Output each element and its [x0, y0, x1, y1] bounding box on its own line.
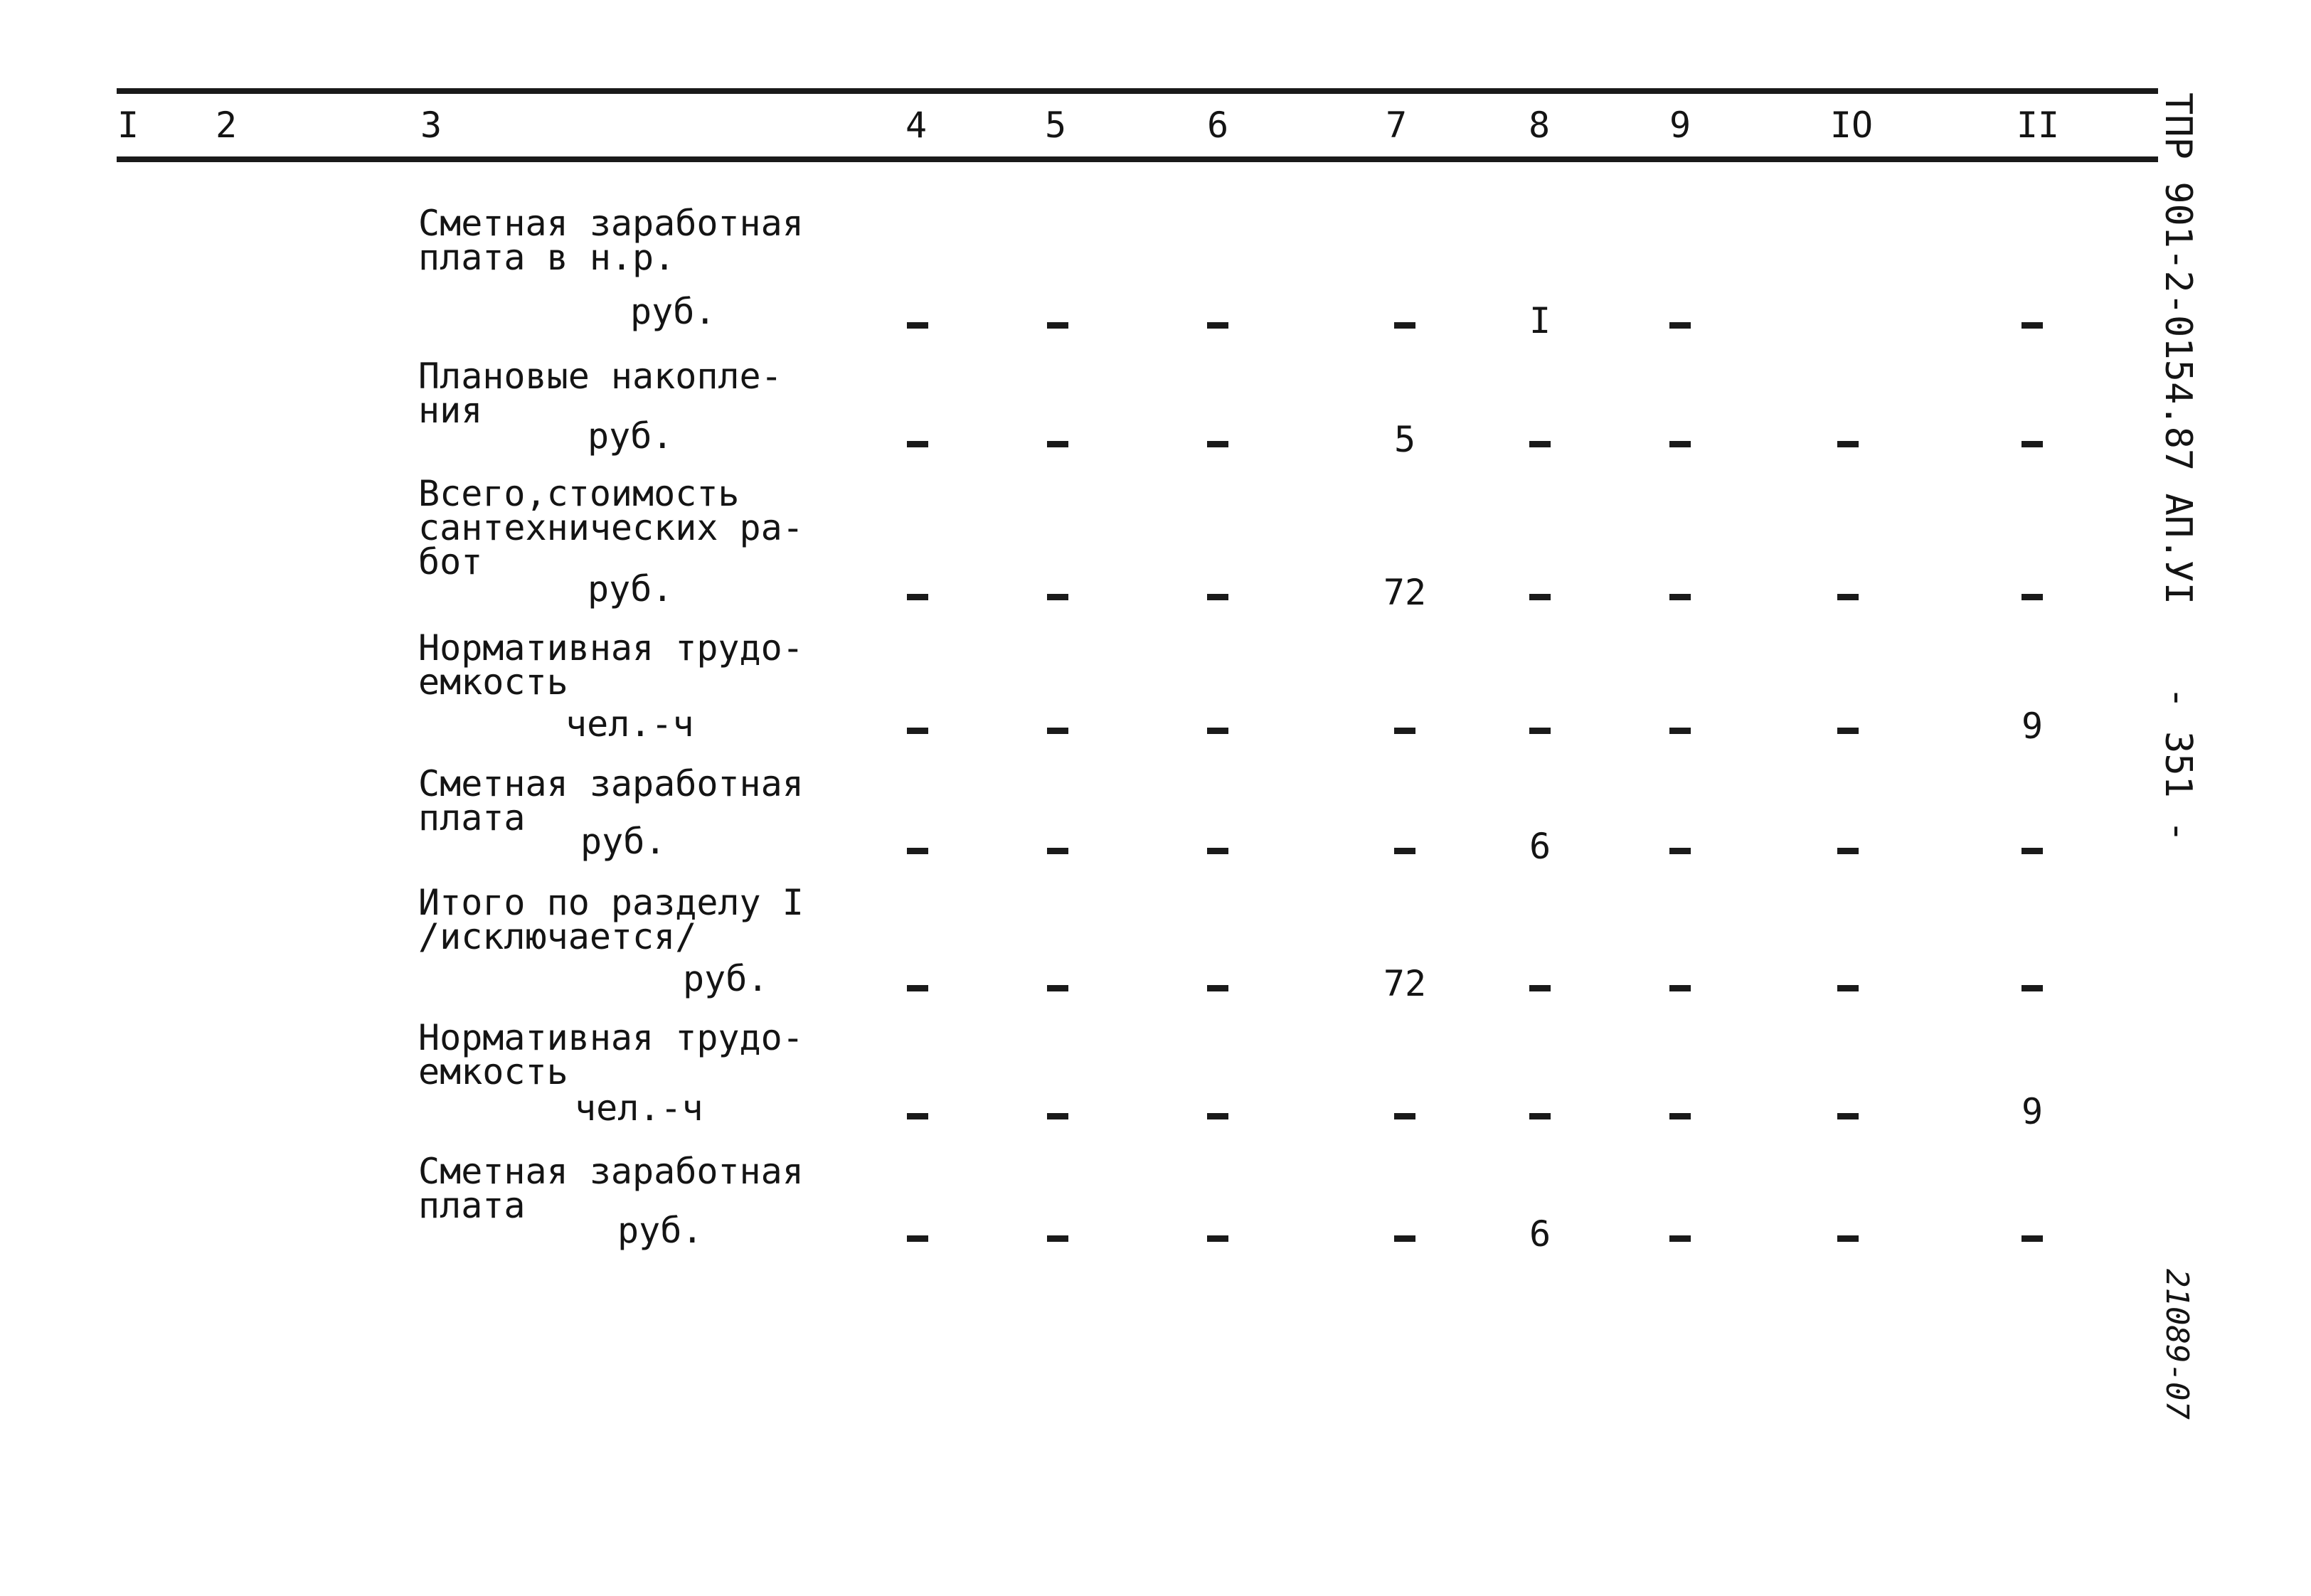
row-label: Всего,стоимость сантехнических ра- бот — [418, 473, 804, 582]
dash-cell — [907, 594, 928, 600]
value-cell: 72 — [1383, 572, 1427, 613]
header-col-3: 3 — [420, 105, 442, 146]
dash-cell — [1047, 985, 1068, 991]
header-col-1: I — [117, 105, 139, 146]
value-cell: 6 — [1529, 826, 1551, 867]
dash-cell — [1394, 322, 1415, 329]
row-label: Плановые накопле- ния — [418, 356, 782, 431]
header-col-5: 5 — [1044, 105, 1067, 146]
dash-cell — [1529, 441, 1551, 447]
dash-cell — [1529, 594, 1551, 600]
dash-cell — [2022, 848, 2043, 854]
dash-cell — [1207, 728, 1228, 734]
dash-cell — [1394, 728, 1415, 734]
dash-cell — [907, 728, 928, 734]
row-unit: чел.-ч — [565, 703, 694, 745]
value-cell: 72 — [1383, 963, 1427, 1004]
row-unit: руб. — [588, 568, 674, 610]
dash-cell — [1837, 1113, 1859, 1119]
table-top-rule — [117, 88, 2158, 94]
dash-cell — [1207, 1113, 1228, 1119]
dash-cell — [1837, 728, 1859, 734]
header-col-2: 2 — [215, 105, 238, 146]
dash-cell — [1529, 1113, 1551, 1119]
dash-cell — [1837, 985, 1859, 991]
value-cell: I — [1529, 300, 1551, 341]
dash-cell — [2022, 322, 2043, 329]
dash-cell — [1394, 848, 1415, 854]
dash-cell — [1207, 441, 1228, 447]
dash-cell — [1047, 594, 1068, 600]
dash-cell — [1837, 594, 1859, 600]
header-col-6: 6 — [1206, 105, 1229, 146]
dash-cell — [1394, 1113, 1415, 1119]
row-label: Сметная заработная плата — [418, 763, 804, 839]
row-unit: руб. — [617, 1210, 703, 1251]
page-number: - 351 - — [2157, 686, 2199, 843]
dash-cell — [1207, 322, 1228, 329]
row-label: Сметная заработная плата в н.р. — [418, 203, 804, 278]
header-col-9: 9 — [1669, 105, 1691, 146]
header-col-8: 8 — [1528, 105, 1551, 146]
dash-cell — [1669, 985, 1691, 991]
dash-cell — [1047, 1113, 1068, 1119]
dash-cell — [1207, 985, 1228, 991]
dash-cell — [1207, 1235, 1228, 1242]
dash-cell — [1837, 848, 1859, 854]
dash-cell — [1047, 728, 1068, 734]
row-unit: руб. — [588, 415, 674, 457]
dash-cell — [907, 1113, 928, 1119]
row-label: Итого по разделу I /исключается/ — [418, 882, 804, 957]
row-unit: чел.-ч — [575, 1087, 703, 1129]
dash-cell — [1047, 1235, 1068, 1242]
dash-cell — [907, 848, 928, 854]
dash-cell — [1669, 322, 1691, 329]
dash-cell — [1394, 1235, 1415, 1242]
dash-cell — [1669, 594, 1691, 600]
value-cell: 9 — [2021, 1091, 2044, 1132]
row-label: Нормативная трудо- емкость — [418, 1017, 804, 1092]
dash-cell — [1669, 1235, 1691, 1242]
dash-cell — [1207, 594, 1228, 600]
row-label: Сметная заработная плата — [418, 1151, 804, 1226]
header-col-10: IO — [1829, 105, 1874, 146]
value-cell: 6 — [1529, 1213, 1551, 1255]
dash-cell — [1837, 1235, 1859, 1242]
dash-cell — [1047, 441, 1068, 447]
table-header-rule — [117, 156, 2158, 162]
dash-cell — [1529, 728, 1551, 734]
header-col-11: II — [2016, 105, 2060, 146]
dash-cell — [2022, 441, 2043, 447]
inventory-number: 21089-07 — [2159, 1269, 2195, 1420]
document-code: ТПР 901-2-0154.87 АП.УI — [2157, 92, 2199, 605]
row-unit: руб. — [630, 291, 716, 332]
dash-cell — [1669, 441, 1691, 447]
dash-cell — [1207, 848, 1228, 854]
dash-cell — [1529, 985, 1551, 991]
dash-cell — [907, 1235, 928, 1242]
dash-cell — [1669, 848, 1691, 854]
dash-cell — [907, 322, 928, 329]
dash-cell — [1047, 848, 1068, 854]
dash-cell — [907, 985, 928, 991]
row-unit: руб. — [683, 958, 769, 999]
header-col-7: 7 — [1385, 105, 1408, 146]
dash-cell — [1669, 1113, 1691, 1119]
row-label: Нормативная трудо- емкость — [418, 627, 804, 703]
dash-cell — [1669, 728, 1691, 734]
dash-cell — [2022, 985, 2043, 991]
row-unit: руб. — [580, 821, 666, 862]
dash-cell — [2022, 594, 2043, 600]
value-cell: 5 — [1393, 419, 1416, 460]
header-col-4: 4 — [905, 105, 928, 146]
dash-cell — [907, 441, 928, 447]
dash-cell — [1837, 441, 1859, 447]
dash-cell — [1047, 322, 1068, 329]
value-cell: 9 — [2021, 706, 2044, 747]
dash-cell — [2022, 1235, 2043, 1242]
